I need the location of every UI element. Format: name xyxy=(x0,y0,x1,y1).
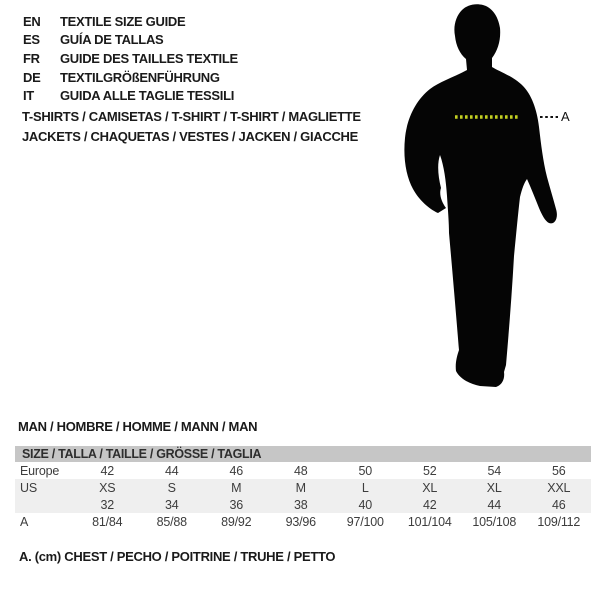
table-cell: 93/96 xyxy=(285,514,316,529)
table-cell: 52 xyxy=(422,463,437,478)
table-cell: M xyxy=(295,480,306,495)
table-cell: 109/112 xyxy=(537,514,581,529)
language-list xyxy=(23,12,238,105)
table-cell: M xyxy=(231,480,242,495)
table-cell: 89/92 xyxy=(221,514,252,529)
table-cell: 54 xyxy=(487,463,501,478)
row-label: Europe xyxy=(20,463,60,478)
row-label: US xyxy=(20,480,37,495)
language-row xyxy=(23,31,238,50)
table-cell: 42 xyxy=(422,497,437,512)
language-row xyxy=(23,68,238,87)
language-row xyxy=(23,49,238,68)
table-cell: L xyxy=(361,480,369,495)
table-row-chest-a xyxy=(15,513,591,530)
table-cell: 46 xyxy=(229,463,243,478)
table-cell: 46 xyxy=(551,497,566,512)
language-label: TEXTILE SIZE GUIDE xyxy=(60,13,186,29)
table-cell: 40 xyxy=(358,497,372,512)
table-cell: 38 xyxy=(293,497,308,512)
language-code: IT xyxy=(23,88,34,104)
table-row-numeric xyxy=(15,496,591,513)
table-cell: 44 xyxy=(164,463,179,478)
section-title-man: MAN / HOMBRE / HOMME / MANN / MAN xyxy=(18,419,258,434)
size-table-header: SIZE / TALLA / TAILLE / GRÖSSE / TAGLIA xyxy=(15,446,591,462)
language-label: GUIDE DES TAILLES TEXTILE xyxy=(60,50,238,66)
table-cell: 42 xyxy=(100,463,114,478)
table-cell: 56 xyxy=(551,463,566,478)
language-label: GUIDA ALLE TAGLIE TESSILI xyxy=(60,88,235,104)
size-table xyxy=(15,446,591,530)
table-cell: 50 xyxy=(358,463,372,478)
table-cell: 97/100 xyxy=(346,514,384,529)
language-code: DE xyxy=(23,69,41,85)
row-label: A xyxy=(20,514,29,529)
table-cell: XXL xyxy=(547,480,571,495)
table-row-us xyxy=(15,479,591,496)
table-cell: 44 xyxy=(487,497,501,512)
measurement-footnote: A. (cm) CHEST / PECHO / POITRINE / TRUHE / PETTO xyxy=(19,549,336,564)
table-row-europe xyxy=(15,462,591,479)
man-silhouette-body xyxy=(404,4,557,387)
product-line-tshirts: T-SHIRTS / CAMISETAS / T-SHIRT / T-SHIRT / MAGLIETTE xyxy=(22,109,361,124)
product-line-jackets: JACKETS / CHAQUETAS / VESTES / JACKEN / GIACCHE xyxy=(22,128,358,144)
table-cell: 34 xyxy=(164,497,179,512)
language-code: FR xyxy=(23,50,40,66)
table-cell: 48 xyxy=(293,463,308,478)
measure-label-a: A xyxy=(561,109,570,124)
language-label: TEXTILGRÖßENFÜHRUNG xyxy=(60,69,220,85)
table-cell: 36 xyxy=(229,497,243,512)
man-silhouette xyxy=(395,0,580,400)
table-cell: 105/108 xyxy=(472,514,517,529)
table-cell: S xyxy=(167,480,176,495)
table-cell: 101/104 xyxy=(407,514,452,529)
table-cell: XL xyxy=(422,480,438,495)
table-cell: XS xyxy=(99,480,116,495)
table-cell: 32 xyxy=(100,497,114,512)
language-row xyxy=(23,12,238,31)
language-code: EN xyxy=(23,13,41,29)
table-cell: 85/88 xyxy=(156,514,187,529)
product-types xyxy=(22,107,361,146)
language-label: GUÍA DE TALLAS xyxy=(60,32,164,48)
table-cell: 81/84 xyxy=(92,514,123,529)
language-row xyxy=(23,86,238,105)
language-code: ES xyxy=(23,32,40,48)
table-cell: XL xyxy=(486,480,502,495)
